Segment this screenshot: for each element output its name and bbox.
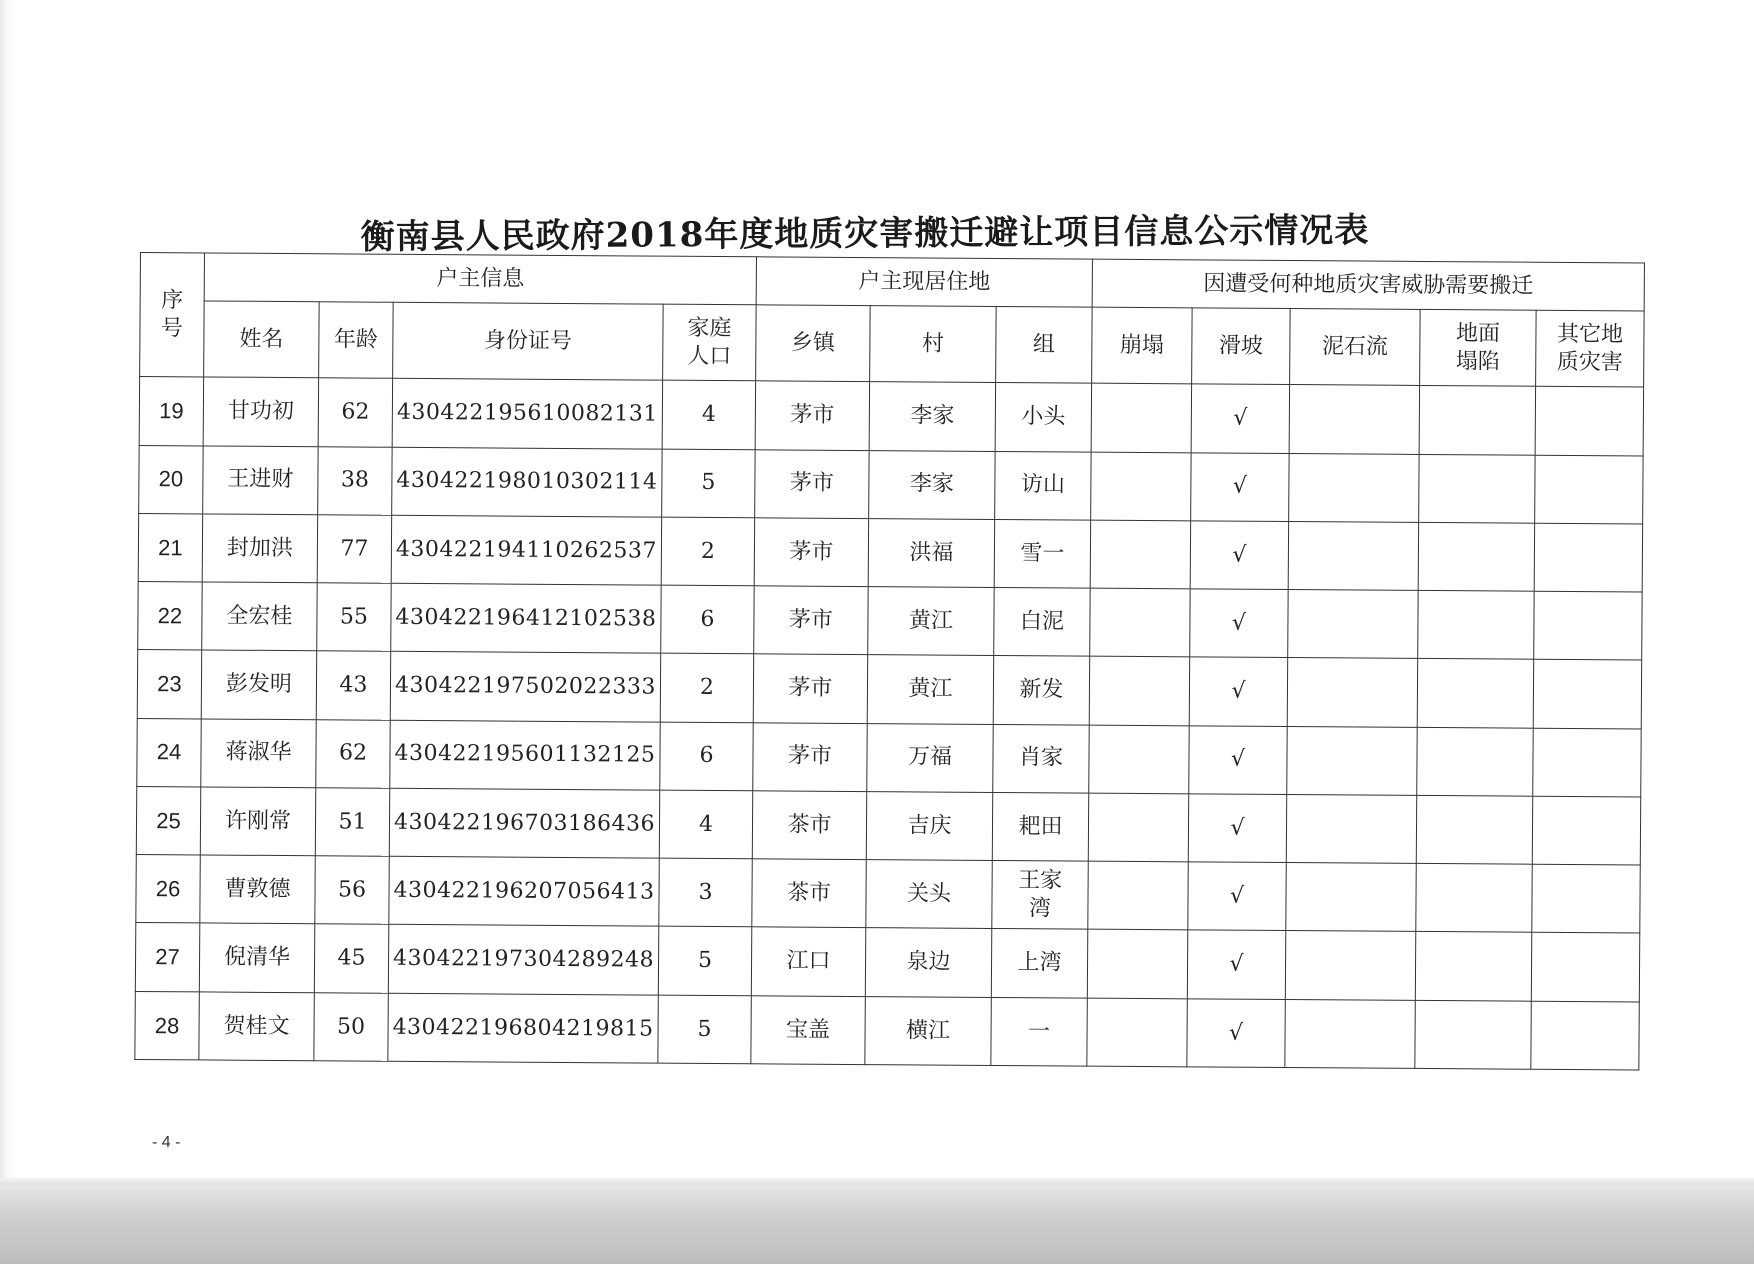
township-cell: 茶市 xyxy=(752,791,866,860)
seq-cell: 19 xyxy=(139,377,203,446)
name-cell: 许刚常 xyxy=(200,787,315,856)
landslide-check-cell: √ xyxy=(1189,657,1287,726)
id-number-cell: 430422195610082131 xyxy=(392,379,662,449)
family-size-cell: 5 xyxy=(662,449,755,518)
age-cell: 45 xyxy=(314,924,388,993)
group-column-header: 组 xyxy=(996,306,1093,383)
debris-flow-cell xyxy=(1287,658,1417,727)
other-hazard-cell xyxy=(1533,728,1641,797)
collapse-cell xyxy=(1087,998,1187,1067)
township-cell: 茶市 xyxy=(752,859,866,928)
family-size-cell: 4 xyxy=(659,790,752,859)
village-cell: 横江 xyxy=(865,996,991,1065)
seq-cell: 28 xyxy=(135,991,199,1060)
subsidence-cell xyxy=(1419,454,1535,523)
collapse-cell xyxy=(1088,861,1188,930)
subsidence-column-header: 地面 塌陷 xyxy=(1420,309,1537,386)
subsidence-cell xyxy=(1417,659,1533,728)
id-number-cell: 430422197304289248 xyxy=(388,925,658,995)
seq-cell: 26 xyxy=(136,855,200,924)
subsidence-cell xyxy=(1415,1000,1531,1069)
debris-flow-cell xyxy=(1286,794,1416,863)
township-cell: 茅市 xyxy=(753,722,867,791)
collapse-cell xyxy=(1090,520,1190,589)
collapse-cell xyxy=(1088,793,1188,862)
collapse-cell xyxy=(1091,452,1191,521)
age-cell: 56 xyxy=(315,856,389,925)
other-hazard-column-header: 其它地 质灾害 xyxy=(1536,310,1645,387)
village-cell: 洪福 xyxy=(868,518,994,587)
group-cell: 新发 xyxy=(993,656,1090,725)
landslide-check-cell: √ xyxy=(1190,589,1288,658)
village-cell: 李家 xyxy=(869,450,995,519)
hazard-header: 因遭受何种地质灾害威胁需要搬迁 xyxy=(1092,259,1644,311)
seq-cell: 21 xyxy=(138,513,202,582)
family-size-cell: 2 xyxy=(660,653,753,722)
village-cell: 黄江 xyxy=(868,587,994,656)
group-cell: 王家 湾 xyxy=(992,861,1089,930)
family-size-cell: 5 xyxy=(658,927,751,996)
landslide-check-cell: √ xyxy=(1187,930,1285,999)
age-cell: 55 xyxy=(317,583,391,652)
landslide-check-cell: √ xyxy=(1191,452,1289,521)
collapse-cell xyxy=(1089,656,1189,725)
debris-flow-cell xyxy=(1288,521,1418,590)
age-cell: 50 xyxy=(314,992,388,1061)
other-hazard-cell xyxy=(1535,387,1643,456)
name-cell: 甘功初 xyxy=(203,377,318,446)
family-size-column-header: 家庭 人口 xyxy=(663,304,757,381)
name-cell: 蒋淑华 xyxy=(201,719,316,788)
group-cell: 雪一 xyxy=(994,519,1091,588)
table-row xyxy=(138,513,1642,592)
debris-flow-cell xyxy=(1285,931,1415,1000)
residence-header: 户主现居住地 xyxy=(756,257,1092,307)
collapse-cell xyxy=(1089,725,1189,794)
document-title: 衡南县人民政府2018年度地质灾害搬迁避让项目信息公示情况表 xyxy=(360,210,1370,258)
subsidence-cell xyxy=(1416,864,1532,933)
other-hazard-cell xyxy=(1532,796,1640,865)
collapse-cell xyxy=(1091,383,1191,452)
age-cell: 77 xyxy=(317,515,391,584)
family-size-cell: 6 xyxy=(661,585,754,654)
table-row xyxy=(139,445,1643,524)
family-size-cell: 5 xyxy=(658,995,751,1064)
name-cell: 王进财 xyxy=(203,445,318,514)
other-hazard-cell xyxy=(1531,933,1639,1002)
group-cell: 耙田 xyxy=(992,792,1089,861)
age-cell: 43 xyxy=(316,651,390,720)
name-cell: 全宏桂 xyxy=(202,582,317,651)
township-column-header: 乡镇 xyxy=(756,305,871,382)
landslide-column-header: 滑坡 xyxy=(1192,308,1291,385)
group-cell: 肖家 xyxy=(993,724,1090,793)
name-cell: 贺桂文 xyxy=(199,992,314,1061)
township-cell: 宝盖 xyxy=(751,995,865,1064)
seq-cell: 25 xyxy=(136,786,200,855)
debris-flow-column-header: 泥石流 xyxy=(1290,308,1421,385)
age-cell: 62 xyxy=(318,378,392,447)
subsidence-cell xyxy=(1416,795,1532,864)
group-cell: 白泥 xyxy=(994,588,1091,657)
township-cell: 茅市 xyxy=(754,518,868,587)
name-cell: 封加洪 xyxy=(202,514,317,583)
subsidence-cell xyxy=(1418,591,1534,660)
id-number-cell: 430422196804219815 xyxy=(388,993,658,1063)
debris-flow-cell xyxy=(1285,999,1415,1068)
other-hazard-cell xyxy=(1532,864,1640,933)
debris-flow-cell xyxy=(1288,590,1418,659)
township-cell: 茅市 xyxy=(754,586,868,655)
id-number-cell: 430422197502022333 xyxy=(390,652,660,722)
id-number-cell: 430422195601132125 xyxy=(390,720,660,790)
group-cell: 访山 xyxy=(995,451,1092,520)
subsidence-cell xyxy=(1419,386,1535,455)
village-column-header: 村 xyxy=(870,305,997,382)
name-cell: 彭发明 xyxy=(201,650,316,719)
debris-flow-cell xyxy=(1286,863,1416,932)
page-number: - 4 - xyxy=(152,1134,181,1151)
landslide-check-cell: √ xyxy=(1187,999,1285,1068)
owner-info-header: 户主信息 xyxy=(204,253,756,305)
debris-flow-cell xyxy=(1289,453,1419,522)
collapse-column-header: 崩塌 xyxy=(1092,307,1193,384)
table-row xyxy=(139,377,1643,456)
scan-bottom-shadow xyxy=(0,1185,1754,1264)
family-size-cell: 6 xyxy=(660,722,753,791)
seq-cell: 27 xyxy=(135,923,199,992)
id-number-cell: 430422196703186436 xyxy=(389,788,659,858)
family-size-cell: 4 xyxy=(662,380,755,449)
name-cell: 曹敦德 xyxy=(200,855,315,924)
age-cell: 38 xyxy=(318,446,392,515)
table-row xyxy=(138,582,1642,661)
subsidence-cell xyxy=(1415,932,1531,1001)
family-size-cell: 3 xyxy=(659,858,752,927)
name-cell: 倪清华 xyxy=(199,923,314,992)
other-hazard-cell xyxy=(1535,455,1643,524)
village-cell: 万福 xyxy=(867,723,993,792)
subsidence-cell xyxy=(1417,727,1533,796)
table-row xyxy=(136,855,1640,934)
id-number-column-header: 身份证号 xyxy=(393,302,664,380)
landslide-check-cell: √ xyxy=(1189,725,1287,794)
seq-cell: 23 xyxy=(137,650,201,719)
other-hazard-cell xyxy=(1531,1001,1639,1070)
township-cell: 江口 xyxy=(751,927,865,996)
disaster-relocation-table xyxy=(134,252,1645,1070)
family-size-cell: 2 xyxy=(661,517,754,586)
collapse-cell xyxy=(1090,588,1190,657)
group-cell: 小头 xyxy=(995,383,1092,452)
seq-cell: 22 xyxy=(138,582,202,651)
debris-flow-cell xyxy=(1289,385,1419,454)
township-cell: 茅市 xyxy=(755,449,869,518)
other-hazard-cell xyxy=(1534,523,1642,592)
debris-flow-cell xyxy=(1287,726,1417,795)
collapse-cell xyxy=(1087,930,1187,999)
table-row xyxy=(135,991,1639,1070)
village-cell: 黄江 xyxy=(867,655,993,724)
table-row xyxy=(136,786,1640,865)
id-number-cell: 430422196207056413 xyxy=(389,856,659,926)
landslide-check-cell: √ xyxy=(1188,794,1286,863)
group-cell: 一 xyxy=(991,997,1088,1066)
village-cell: 李家 xyxy=(869,382,995,451)
subsidence-cell xyxy=(1418,522,1534,591)
village-cell: 关头 xyxy=(866,860,992,929)
table-row xyxy=(137,718,1641,797)
township-cell: 茅市 xyxy=(755,381,869,450)
table-row xyxy=(135,923,1639,1002)
landslide-check-cell: √ xyxy=(1188,862,1286,931)
village-cell: 泉边 xyxy=(865,928,991,997)
header-row-columns xyxy=(140,300,1645,387)
seq-cell: 24 xyxy=(137,718,201,787)
id-number-cell: 430422198010302114 xyxy=(392,447,662,517)
age-cell: 51 xyxy=(315,788,389,857)
name-column-header: 姓名 xyxy=(204,301,320,378)
other-hazard-cell xyxy=(1533,660,1641,729)
seq-header: 序 号 xyxy=(140,253,205,378)
township-cell: 茅市 xyxy=(753,654,867,723)
id-number-cell: 430422194110262537 xyxy=(391,515,661,585)
age-column-header: 年龄 xyxy=(319,302,394,379)
id-number-cell: 430422196412102538 xyxy=(391,583,661,653)
other-hazard-cell xyxy=(1534,591,1642,660)
group-cell: 上湾 xyxy=(991,929,1088,998)
seq-cell: 20 xyxy=(139,445,203,514)
village-cell: 吉庆 xyxy=(866,791,992,860)
landslide-check-cell: √ xyxy=(1190,521,1288,590)
landslide-check-cell: √ xyxy=(1191,384,1289,453)
table-row xyxy=(137,650,1641,729)
age-cell: 62 xyxy=(316,719,390,788)
